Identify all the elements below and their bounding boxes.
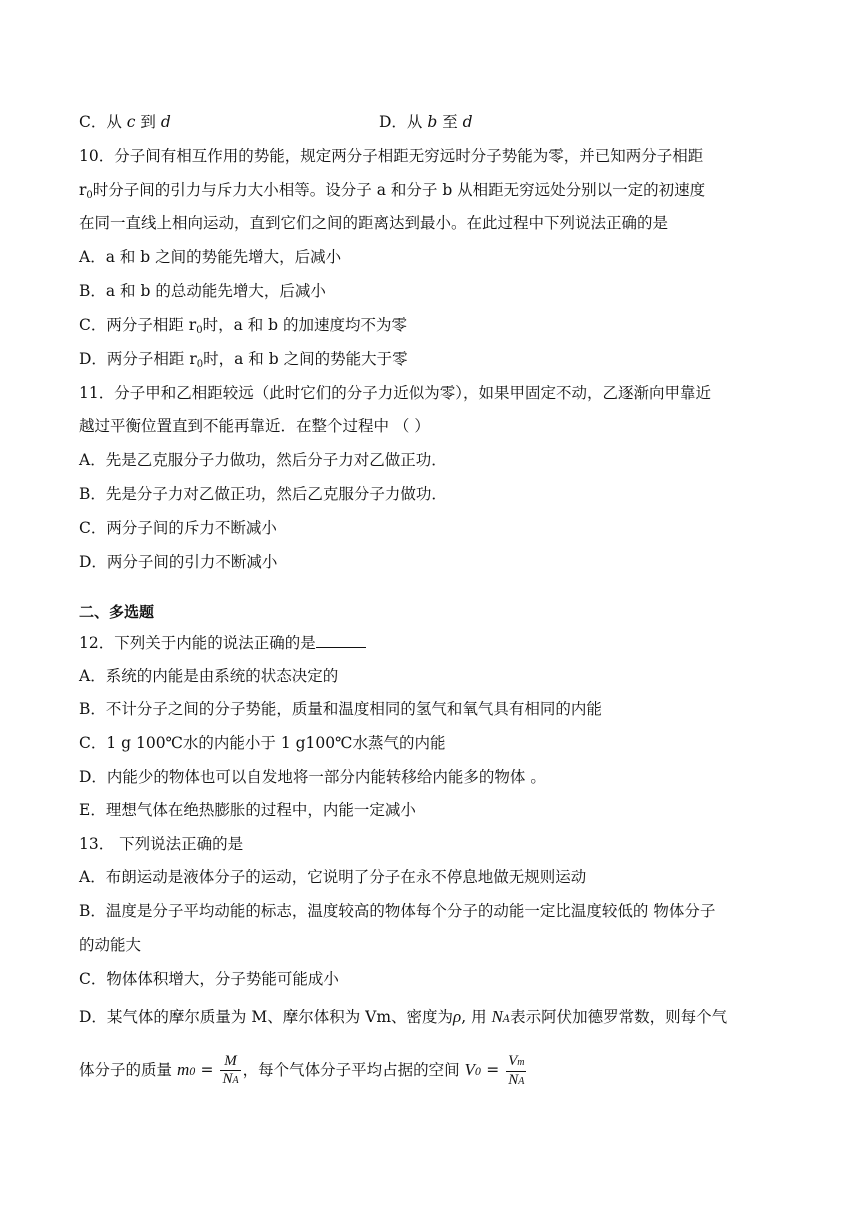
m0-denominator-subscript: A [232, 1075, 239, 1086]
v0-numerator-symbol: V [508, 1052, 518, 1069]
q10-option-c-post: 时，a 和 b 的加速度均不为零 [202, 316, 408, 334]
v0-equals: = [481, 1061, 505, 1079]
q9-option-c-to: d [160, 113, 171, 131]
q10-stem-line3: 在同一直线上相向运动，直到它们之间的距离达到最小。在此过程中下列说法正确的是 [79, 214, 669, 232]
q13-na-subscript: A [502, 1014, 511, 1025]
q12-stem [79, 633, 366, 653]
m0-symbol: m [176, 1060, 190, 1079]
q10-option-c-pre: C．两分子相距 r [79, 316, 197, 334]
v0-fraction [506, 1053, 526, 1090]
q12-option-e: E．理想气体在绝热膨胀的过程中，内能一定减小 [79, 801, 416, 819]
q12-answer-blank [316, 633, 366, 648]
q10-option-d-post: 时，a 和 b 之间的势能大于零 [203, 350, 408, 368]
q13-option-b-line2: 的动能大 [79, 936, 142, 954]
q13-option-d-line2 [79, 1050, 529, 1092]
q13-option-c: C．物体体积增大，分子势能可能成小 [79, 970, 339, 988]
q13-option-d-text-mid: , 用 [461, 1008, 492, 1026]
q10-option-c [79, 315, 407, 341]
q9-option-d [379, 112, 473, 132]
q9-option-c [79, 112, 171, 132]
q12-option-d: D．内能少的物体也可以自发地将一部分内能转移给内能多的物体 。 [79, 768, 546, 786]
q11-option-b: B．先是分子力对乙做正功，然后乙克服分子力做功． [79, 485, 447, 503]
m0-denominator-symbol: N [222, 1071, 233, 1087]
q10-stem-line1: 10．分子间有相互作用的势能，规定两分子相距无穷远时分子势能为零，并已知两分子相距 [79, 147, 704, 165]
m0-subscript: 0 [189, 1067, 196, 1078]
v0-denominator-symbol: N [508, 1071, 519, 1088]
q9-option-c-label: C．从 [79, 113, 127, 131]
q11-stem-line2: 越过平衡位置直到不能再靠近．在整个过程中 （ ） [79, 417, 430, 435]
q10-r0-subscript: 0 [86, 190, 93, 201]
q13-rho-symbol: ρ [453, 1007, 462, 1026]
v0-symbol: V [464, 1060, 475, 1079]
q13-option-b-line1: B．温度是分子平均动能的标志，温度较高的物体每个分子的动能一定比温度较低的 物体分子 [79, 902, 716, 920]
q11-option-c: C．两分子间的斥力不断减小 [79, 519, 277, 537]
q11-option-a: A．先是乙克服分子力做功，然后分子力对乙做正功． [79, 451, 447, 469]
q10-option-a: A．a 和 b 之间的势能先增大，后减小 [79, 248, 342, 266]
q13-option-d-line2-pre: 体分子的质量 [79, 1061, 177, 1079]
q13-option-d-line2-mid: ，每个气体分子平均占据的空间 [242, 1061, 465, 1079]
q9-option-c-from: c [126, 113, 136, 131]
q9-option-d-from: b [427, 113, 438, 131]
m0-equals: = [195, 1061, 219, 1079]
v0-numerator [506, 1053, 526, 1071]
q12-option-b: B．不计分子之间的分子势能，质量和温度相同的氢气和氧气具有相同的内能 [79, 700, 602, 718]
m0-fraction [220, 1053, 240, 1089]
q13-stem: 13． 下列说法正确的是 [79, 835, 244, 853]
q13-na-symbol: N [491, 1007, 503, 1026]
q13-option-d-text-pre: D．某气体的摩尔质量为 M、摩尔体积为 Vm、密度为 [79, 1008, 454, 1026]
q9-option-c-connector: 到 [135, 113, 161, 131]
q10-option-d-pre: D．两分子相距 r [79, 350, 197, 368]
q9-option-d-to: d [462, 113, 473, 131]
q12-stem-text: 12．下列关于内能的说法正确的是 [79, 634, 316, 652]
q11-stem-line1: 11．分子甲和乙相距较远（此时它们的分子力近似为零），如果甲固定不动，乙逐渐向甲靠近 [79, 384, 711, 402]
q9-option-d-connector: 至 [437, 113, 463, 131]
q13-option-d-text-post: 表示阿伏加德罗常数，则每个气 [510, 1008, 728, 1026]
m0-numerator: M [224, 1053, 237, 1069]
q9-option-d-label: D．从 [379, 113, 428, 131]
q12-option-a: A．系统的内能是由系统的状态决定的 [79, 667, 339, 685]
q10-option-b: B．a 和 b 的总动能先增大，后减小 [79, 282, 326, 300]
m0-denominator [220, 1070, 240, 1089]
v0-subscript: 0 [474, 1067, 482, 1078]
q10-option-c-sub: 0 [196, 325, 203, 336]
q10-option-d [79, 349, 408, 375]
q11-option-d: D．两分子间的引力不断减小 [79, 553, 278, 571]
q10-r0-symbol: r [79, 181, 87, 199]
v0-numerator-subscript: m [517, 1056, 525, 1068]
q12-option-c: C．1 g 100℃水的内能小于 1 g100℃水蒸气的内能 [79, 734, 446, 752]
q10-stem-line2-text: 时分子间的引力与斥力大小相等。设分子 a 和分子 b 从相距无穷远处分别以一定的初速度 [92, 181, 706, 199]
q10-stem-line2 [79, 180, 705, 206]
section-heading-multi-choice: 二、多选题 [79, 603, 155, 621]
q10-option-d-sub: 0 [196, 359, 204, 370]
v0-denominator-subscript: A [518, 1075, 525, 1087]
q13-option-a: A．布朗运动是液体分子的运动，它说明了分子在永不停息地做无规则运动 [79, 868, 587, 886]
v0-denominator [506, 1071, 526, 1090]
q13-option-d-line1 [79, 1007, 727, 1030]
